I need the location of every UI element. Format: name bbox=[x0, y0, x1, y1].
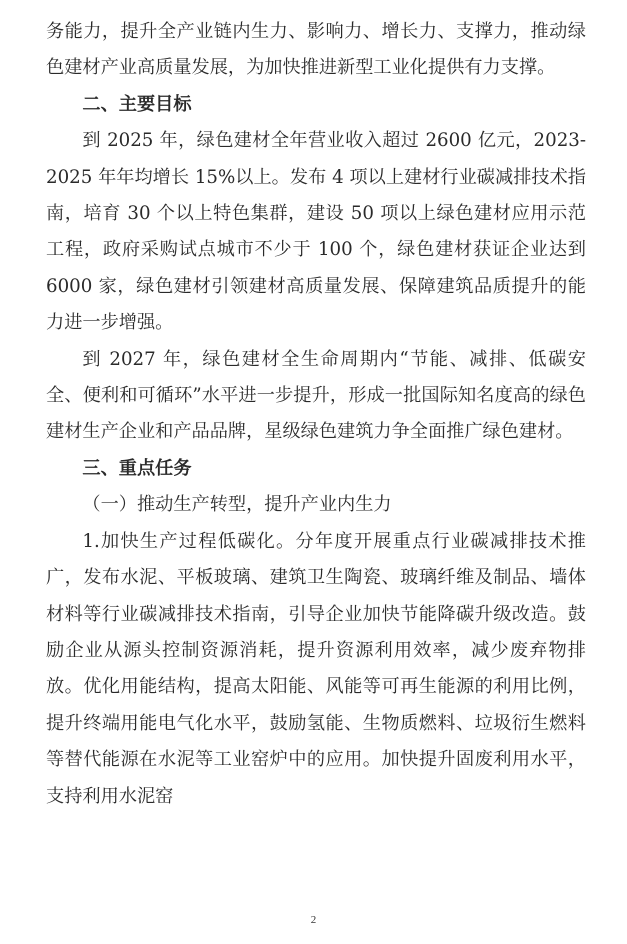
subsection-heading-production-transformation: （一）推动生产转型，提升产业内生力 bbox=[82, 494, 392, 516]
paragraph-continued: 务能力，提升全产业链内生力、影响力、增长力、支撑力，推动绿色建材产业高质量发展，为加快推进新型工业化提供有力支撑。 bbox=[46, 21, 586, 79]
section-heading-main-goals: 二、主要目标 bbox=[82, 93, 192, 115]
paragraph-2025-goals: 到 2025 年，绿色建材全年营业收入超过 2600 亿元，2023-2025 年年均增长 15%以上。发布 4 项以上建材行业碳减排技术指南，培育 30 个以上特色集群，建设 50 项以上绿色建材应用示范工程，政府采购试点城市不少于 100 个，绿色建材获证企业达到 6000 家，绿色建材引领建材高质量发展、保障建筑品质提升的能力进一步增强。 bbox=[46, 130, 586, 334]
page-number: 2 bbox=[310, 914, 317, 926]
section-heading-key-tasks: 三、重点任务 bbox=[82, 457, 192, 479]
paragraph-2027-goals: 到 2027 年，绿色建材全生命周期内“节能、减排、低碳安全、便利和可循环”水平进一步提升，形成一批国际知名度高的绿色建材生产企业和产品品牌，星级绿色建筑力争全面推广绿色建材。 bbox=[46, 348, 586, 443]
document-body bbox=[46, 14, 586, 815]
paragraph-low-carbon-production: 1.加快生产过程低碳化。分年度开展重点行业碳减排技术推广，发布水泥、平板玻璃、建筑卫生陶瓷、玻璃纤维及制品、墙体材料等行业碳减排技术指南，引导企业加快节能降碳升级改造。鼓励企业从源头控制资源消耗，提升资源利用效率，减少废弃物排放。优化用能结构，提高太阳能、风能等可再生能源的利用比例，提升终端用能电气化水平，鼓励氢能、生物质燃料、垃圾衍生燃料等替代能源在水泥等工业窑炉中的应用。加快提升固废利用水平，支持利用水泥窑 bbox=[46, 530, 586, 807]
